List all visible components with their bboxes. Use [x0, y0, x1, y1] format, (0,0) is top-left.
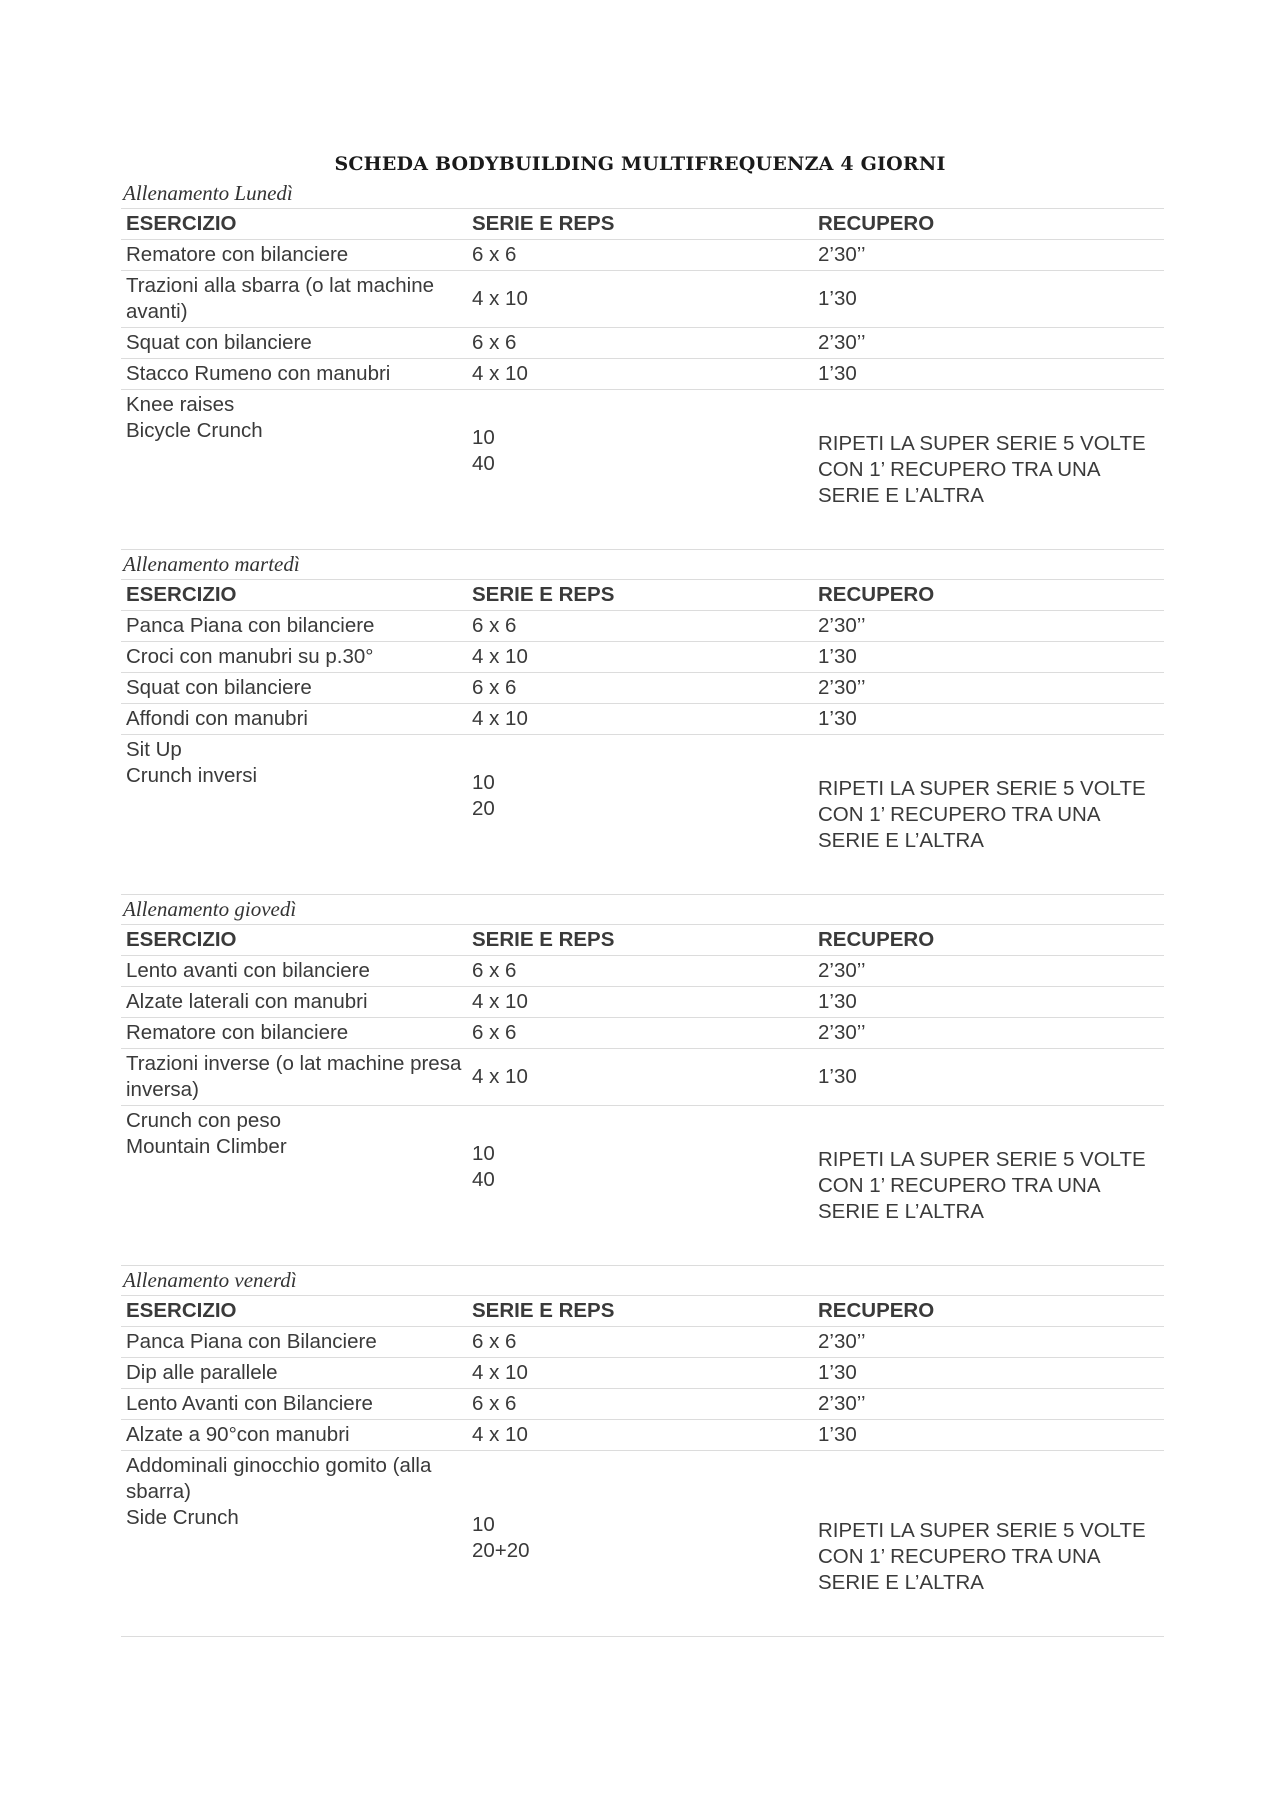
workout-table: [121, 1295, 1164, 1637]
sets-cell: 6 x 6: [467, 1389, 813, 1420]
superset-rest-line-3: SERIE E L’ALTRA: [818, 1571, 984, 1594]
superset-rest-line-2: CON 1’ RECUPERO TRA UNA: [818, 458, 1101, 481]
exercise-cell: Affondi con manubri: [121, 704, 467, 735]
superset-reps-2: 20: [472, 797, 495, 820]
table-end-line: [121, 1637, 1164, 1638]
superset-rest-line-3: SERIE E L’ALTRA: [818, 1200, 984, 1223]
header-sets-reps: SERIE E REPS: [467, 925, 813, 956]
header-exercise: ESERCIZIO: [121, 925, 467, 956]
exercise-cell: Alzate a 90°con manubri: [121, 1420, 467, 1451]
exercise-cell: Panca Piana con Bilanciere: [121, 1327, 467, 1358]
exercise-cell: Rematore con bilanciere: [121, 1018, 467, 1049]
superset-exercise-2: Crunch inversi: [126, 764, 258, 787]
superset-reps-2: 20+20: [472, 1539, 530, 1562]
sets-cell: 6 x 6: [467, 956, 813, 987]
table-row: [121, 1327, 1164, 1358]
superset-reps-2: 40: [472, 452, 495, 475]
sets-cell: 6 x 6: [467, 1327, 813, 1358]
day-section-thursday: [121, 894, 1164, 1266]
sets-cell: 4 x 10: [467, 642, 813, 673]
workout-table: [121, 924, 1164, 1266]
superset-exercises: [121, 735, 467, 895]
exercise-cell: Trazioni alla sbarra (o lat machine avanti): [121, 271, 467, 328]
day-title: Allenamento giovedì: [123, 897, 297, 921]
header-rest: RECUPERO: [813, 209, 1164, 240]
superset-exercise-1: Crunch con peso: [126, 1109, 281, 1132]
superset-rest-line-2: CON 1’ RECUPERO TRA UNA: [818, 803, 1101, 826]
superset-reps-1: 10: [472, 771, 495, 794]
superset-rest-line-3: SERIE E L’ALTRA: [818, 829, 984, 852]
header-rest: RECUPERO: [813, 580, 1164, 611]
exercise-cell: Dip alle parallele: [121, 1358, 467, 1389]
sets-cell: 4 x 10: [467, 987, 813, 1018]
superset-reps-1: 10: [472, 1142, 495, 1165]
sets-cell: 4 x 10: [467, 704, 813, 735]
superset-rest-line-2: CON 1’ RECUPERO TRA UNA: [818, 1545, 1101, 1568]
rest-cell: 2’30’’: [813, 1389, 1164, 1420]
rest-cell: 1’30: [813, 1049, 1164, 1106]
day-section-friday: [121, 1265, 1164, 1637]
superset-exercises: [121, 390, 467, 550]
table-header-row: [121, 209, 1164, 240]
sets-cell: 4 x 10: [467, 1358, 813, 1389]
rest-cell: 2’30’’: [813, 673, 1164, 704]
table-row: [121, 271, 1164, 328]
rest-cell: 1’30: [813, 1420, 1164, 1451]
superset-exercises: [121, 1106, 467, 1266]
exercise-cell: Stacco Rumeno con manubri: [121, 359, 467, 390]
header-exercise: ESERCIZIO: [121, 1296, 467, 1327]
superset-reps: [467, 735, 813, 895]
superset-rest: [813, 735, 1164, 895]
rest-cell: 2’30’’: [813, 1018, 1164, 1049]
rest-cell: 1’30: [813, 642, 1164, 673]
table-row: [121, 1049, 1164, 1106]
sets-cell: 6 x 6: [467, 611, 813, 642]
superset-rest-line-1: RIPETI LA SUPER SERIE 5 VOLTE: [818, 777, 1146, 800]
table-header-row: [121, 580, 1164, 611]
rest-cell: 2’30’’: [813, 956, 1164, 987]
superset-reps-1: 10: [472, 426, 495, 449]
superset-row: [121, 1451, 1164, 1637]
rest-cell: 1’30: [813, 704, 1164, 735]
sets-cell: 4 x 10: [467, 271, 813, 328]
document-title: SCHEDA BODYBUILDING MULTIFREQUENZA 4 GIORNI: [334, 153, 946, 175]
superset-rest: [813, 390, 1164, 550]
sets-cell: 6 x 6: [467, 240, 813, 271]
header-sets-reps: SERIE E REPS: [467, 580, 813, 611]
header-exercise: ESERCIZIO: [121, 209, 467, 240]
superset-rest-line-1: RIPETI LA SUPER SERIE 5 VOLTE: [818, 432, 1146, 455]
table-row: [121, 956, 1164, 987]
superset-exercise-2: Bicycle Crunch: [126, 419, 263, 442]
superset-exercise-1: Addominali ginocchio gomito (alla sbarra): [126, 1454, 432, 1503]
sets-cell: 6 x 6: [467, 328, 813, 359]
superset-reps: [467, 1106, 813, 1266]
table-row: [121, 987, 1164, 1018]
rest-cell: 1’30: [813, 1358, 1164, 1389]
superset-exercise-2: Side Crunch: [126, 1506, 239, 1529]
table-row: [121, 359, 1164, 390]
day-section-monday: [121, 178, 1164, 550]
superset-reps: [467, 1451, 813, 1637]
superset-rest-line-1: RIPETI LA SUPER SERIE 5 VOLTE: [818, 1519, 1146, 1542]
rest-cell: 1’30: [813, 271, 1164, 328]
sets-cell: 6 x 6: [467, 1018, 813, 1049]
exercise-cell: Alzate laterali con manubri: [121, 987, 467, 1018]
superset-rest-line-1: RIPETI LA SUPER SERIE 5 VOLTE: [818, 1148, 1146, 1171]
table-row: [121, 1389, 1164, 1420]
exercise-cell: Croci con manubri su p.30°: [121, 642, 467, 673]
rest-cell: 2’30’’: [813, 328, 1164, 359]
table-row: [121, 611, 1164, 642]
table-row: [121, 673, 1164, 704]
rest-cell: 1’30: [813, 359, 1164, 390]
workout-table: [121, 208, 1164, 550]
table-row: [121, 704, 1164, 735]
superset-reps-1: 10: [472, 1513, 495, 1536]
header-rest: RECUPERO: [813, 925, 1164, 956]
superset-exercise-2: Mountain Climber: [126, 1135, 287, 1158]
table-row: [121, 642, 1164, 673]
day-title: Allenamento Lunedì: [123, 181, 293, 205]
day-title: Allenamento venerdì: [123, 1268, 297, 1292]
exercise-cell: Rematore con bilanciere: [121, 240, 467, 271]
rest-cell: 2’30’’: [813, 1327, 1164, 1358]
superset-row: [121, 1106, 1164, 1266]
superset-exercise-1: Knee raises: [126, 393, 235, 416]
table-row: [121, 1018, 1164, 1049]
table-header-row: [121, 925, 1164, 956]
exercise-cell: Squat con bilanciere: [121, 673, 467, 704]
table-row: [121, 328, 1164, 359]
table-header-row: [121, 1296, 1164, 1327]
superset-rest: [813, 1106, 1164, 1266]
superset-reps-2: 40: [472, 1168, 495, 1191]
sets-cell: 6 x 6: [467, 673, 813, 704]
day-section-tuesday: [121, 549, 1164, 895]
table-row: [121, 1420, 1164, 1451]
workout-table: [121, 579, 1164, 895]
superset-rest: [813, 1451, 1164, 1637]
table-row: [121, 240, 1164, 271]
superset-exercise-1: Sit Up: [126, 738, 182, 761]
superset-exercises: [121, 1451, 467, 1637]
header-rest: RECUPERO: [813, 1296, 1164, 1327]
superset-rest-line-2: CON 1’ RECUPERO TRA UNA: [818, 1174, 1101, 1197]
sets-cell: 4 x 10: [467, 1420, 813, 1451]
day-title: Allenamento martedì: [123, 552, 300, 576]
header-exercise: ESERCIZIO: [121, 580, 467, 611]
exercise-cell: Lento Avanti con Bilanciere: [121, 1389, 467, 1420]
header-sets-reps: SERIE E REPS: [467, 209, 813, 240]
superset-row: [121, 735, 1164, 895]
exercise-cell: Trazioni inverse (o lat machine presa inversa): [121, 1049, 467, 1106]
table-row: [121, 1358, 1164, 1389]
sets-cell: 4 x 10: [467, 1049, 813, 1106]
exercise-cell: Panca Piana con bilanciere: [121, 611, 467, 642]
rest-cell: 2’30’’: [813, 240, 1164, 271]
superset-row: [121, 390, 1164, 550]
superset-reps: [467, 390, 813, 550]
exercise-cell: Squat con bilanciere: [121, 328, 467, 359]
header-sets-reps: SERIE E REPS: [467, 1296, 813, 1327]
rest-cell: 1’30: [813, 987, 1164, 1018]
exercise-cell: Lento avanti con bilanciere: [121, 956, 467, 987]
rest-cell: 2’30’’: [813, 611, 1164, 642]
superset-rest-line-3: SERIE E L’ALTRA: [818, 484, 984, 507]
sets-cell: 4 x 10: [467, 359, 813, 390]
